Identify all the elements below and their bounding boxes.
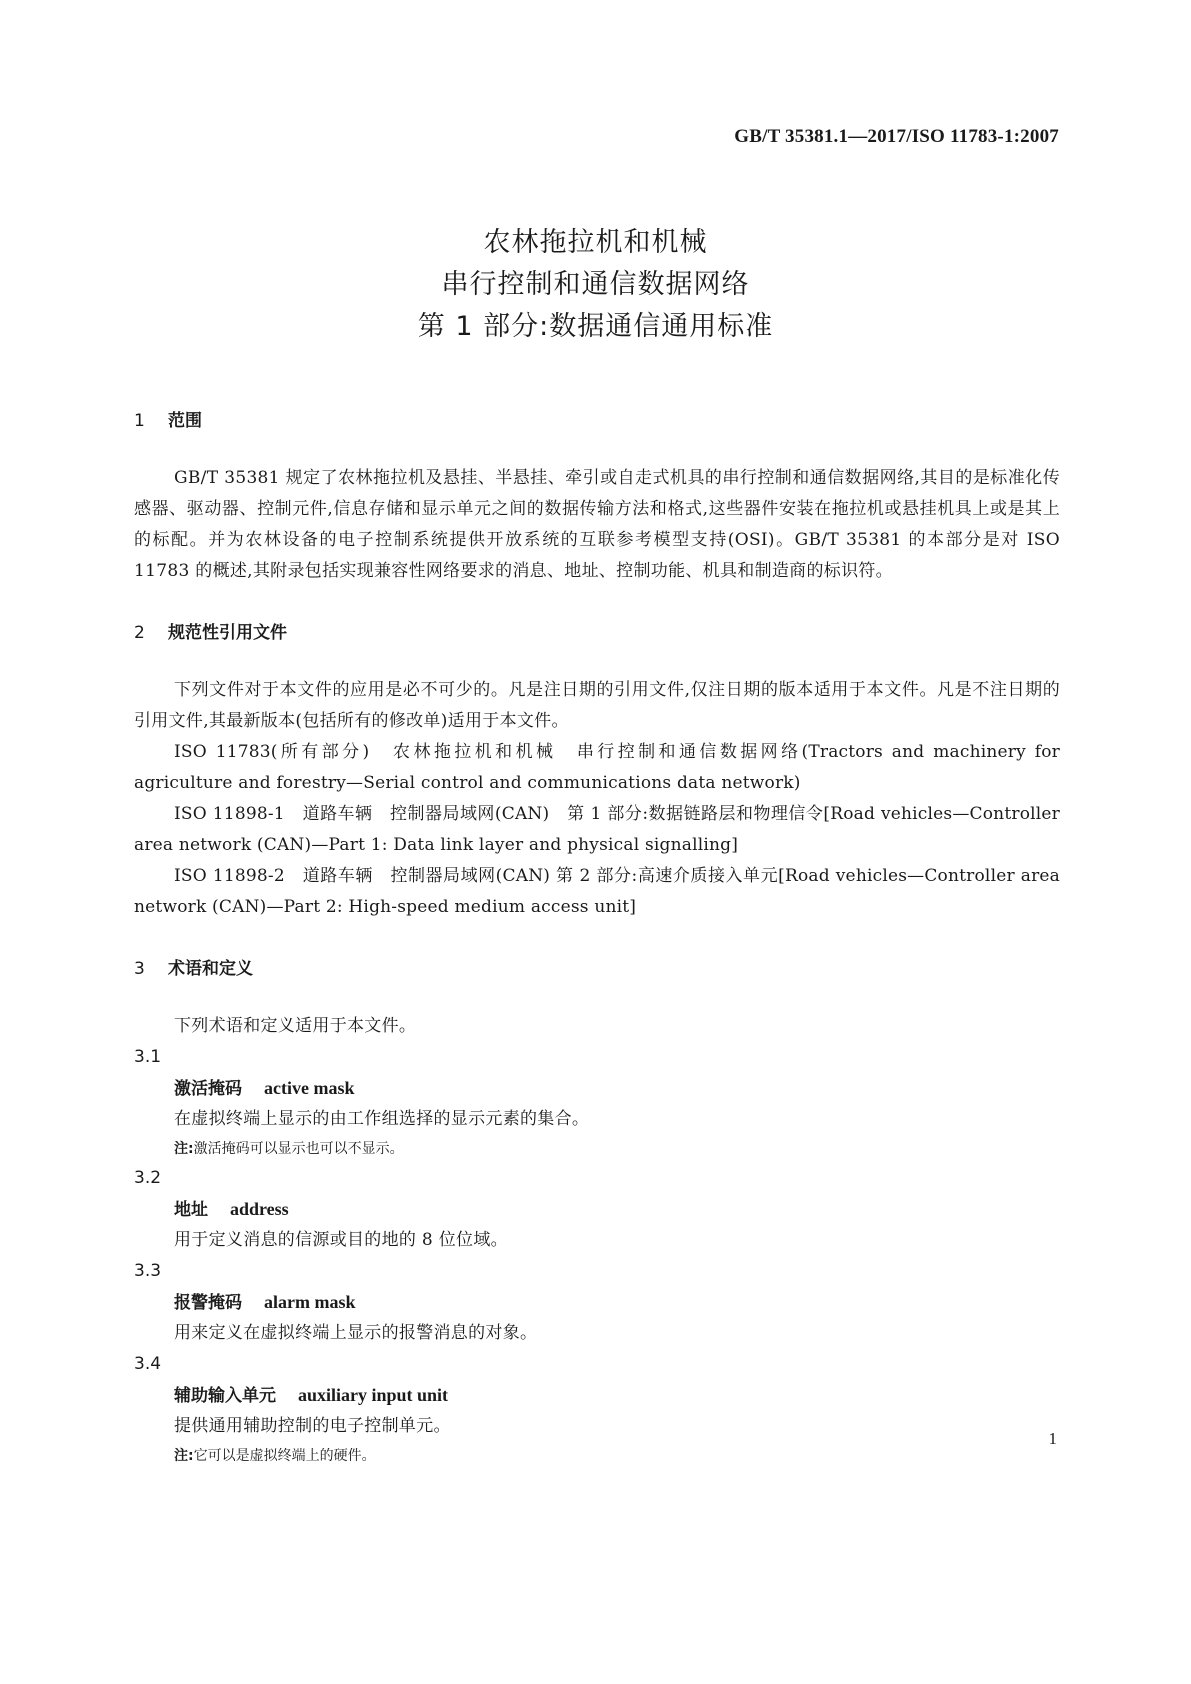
section-title: 术语和定义 [168,959,253,979]
document-body [134,405,1060,1470]
terms-intro: 下列术语和定义适用于本文件。 [174,1016,417,1036]
references-intro: 下列文件对于本文件的应用是必不可少的。凡是注日期的引用文件,仅注日期的版本适用于本文件。凡是不注日期的引用文件,其最新版本(包括所有的修改单)适用于本文件。 [134,680,1060,731]
term-definition: 提供通用辅助控制的电子控制单元。 [174,1416,451,1436]
term-number: 3.1 [134,1047,162,1067]
title-line-1: 农林拖拉机和机械 [483,227,708,258]
term-definition: 在虚拟终端上显示的由工作组选择的显示元素的集合。 [174,1109,590,1129]
term-name-zh: 地址 [174,1200,208,1220]
section-title: 规范性引用文件 [168,623,287,643]
term-definition: 用于定义消息的信源或目的地的 8 位位域。 [174,1230,508,1250]
term-name-en: active mask [264,1078,355,1098]
section-3-heading [134,953,1060,985]
term-note [134,1442,1060,1470]
title-line-2: 串行控制和通信数据网络 [441,269,750,300]
section-number: 3 [134,959,145,979]
term-note [134,1135,1060,1163]
term-name-en: auxiliary input unit [298,1385,449,1405]
term-name [134,1073,1060,1104]
term-number: 3.2 [134,1168,162,1188]
term-number: 3.3 [134,1261,162,1281]
term-name [134,1287,1060,1318]
term-name-zh: 激活掩码 [174,1079,242,1099]
note-text: 激活掩码可以显示也可以不显示。 [193,1141,404,1157]
section-number: 2 [134,623,145,643]
section-number: 1 [134,411,145,431]
term-name-en: alarm mask [264,1292,356,1312]
term-name [134,1380,1060,1411]
term-name-zh: 辅助输入单元 [174,1386,276,1406]
page-number: 1 [1048,1429,1057,1448]
reference-item: ISO 11898-1 道路车辆 控制器局域网(CAN) 第 1 部分:数据链路层和物理信令[Road vehicles—Controller area network (CAN)—Part 1: Data link layer and physical signalling] [134,804,1060,855]
term-number: 3.4 [134,1354,162,1374]
scope-paragraph: GB/T 35381 规定了农林拖拉机及悬挂、半悬挂、牵引或自走式机具的串行控制和通信数据网络,其目的是标准化传感器、驱动器、控制元件,信息存储和显示单元之间的数据传输方法和格式,这些器件安装在拖拉机或悬挂机具上或是其上的标配。并为农林设备的电子控制系统提供开放系统的互联参考模型支持(OSI)。GB/T 35381 的本部分是对 ISO 11783 的概述,其附录包括实现兼容性网络要求的消息、地址、控制功能、机具和制造商的标识符。 [134,468,1060,581]
reference-item: ISO 11898-2 道路车辆 控制器局域网(CAN) 第 2 部分:高速介质接入单元[Road vehicles—Controller area network (CAN)—Part 2: High-speed medium access unit] [134,866,1060,917]
section-title: 范围 [168,411,202,431]
section-1-heading [134,405,1060,437]
reference-item: ISO 11783(所有部分) 农林拖拉机和机械 串行控制和通信数据网络(Tractors and machinery for agriculture and forestry—Serial control and communications data network) [134,742,1060,793]
term-name [134,1194,1060,1225]
term-name-en: address [230,1199,289,1219]
note-label: 注: [174,1448,194,1464]
title-line-3: 第 1 部分:数据通信通用标准 [417,311,774,342]
term-definition: 用来定义在虚拟终端上显示的报警消息的对象。 [174,1323,538,1343]
document-title [0,222,1191,348]
standard-code: GB/T 35381.1—2017/ISO 11783-1:2007 [734,126,1059,147]
section-2-heading [134,617,1060,649]
term-name-zh: 报警掩码 [174,1293,242,1313]
note-label: 注: [174,1141,194,1157]
note-text: 它可以是虚拟终端上的硬件。 [193,1448,376,1464]
